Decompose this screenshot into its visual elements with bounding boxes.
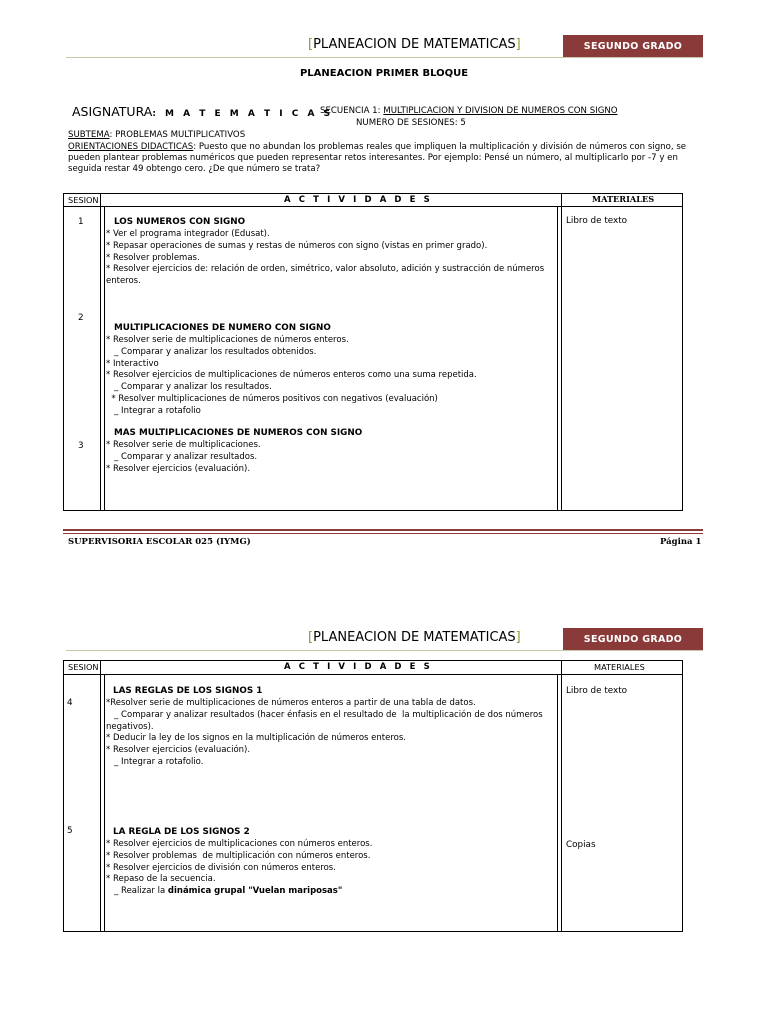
numero-sesiones: NUMERO DE SESIONES: 5: [356, 118, 466, 128]
table-header-divider: [63, 206, 683, 207]
asignatura: ASIGNATURA: M A T E M A T I C A S: [72, 104, 334, 119]
footer-rule: [63, 533, 703, 534]
header-divider: [66, 57, 703, 58]
activity-title: LAS REGLAS DE LOS SIGNOS 1: [113, 686, 263, 696]
sesion-number: 3: [78, 441, 84, 451]
secuencia: SECUENCIA 1: MULTIPLICACION Y DIVISION DE NUMEROS CON SIGNO: [320, 106, 618, 116]
activity-lines: * Ver el programa integrador (Edusat). * Repasar operaciones de sumas y restas de números con signo (vistas en primer grado). * Resolver problemas. * Resolver ejercicios de: relación de orden, simétrico, valor absoluto, adición y sustracción de números enteros.: [106, 229, 545, 287]
orientaciones: ORIENTACIONES DIDACTICAS: Puesto que no abundan los problemas reales que impliquen la multiplicación y división de números con signo, se pueden plantear problemas numéricos que pueden representar retos interesantes. Por ejemplo: Pensé un número, al multiplicarlo por -7 y en seguida restar 49 obtengo cero. ¿De que número se trata?: [68, 142, 687, 175]
activity-lines: *Resolver serie de multiplicaciones de números enteros a partir de una tabla de datos. _ Comparar y analizar resultados (hacer énfasis en el resultado de la multiplicación de dos números negativos). * Deducir la ley de los signos en la multiplicación de números enteros. * Resolver ejercicios (evaluación). _ Integrar a rotafolio.: [106, 698, 543, 767]
activity-lines: * Resolver serie de multiplicaciones de números enteros. _ Comparar y analizar los resultados obtenidos. * Interactivo * Resolver ejercicios de multiplicaciones de números enteros como una suma repetida. _ Comparar y analizar los resultados. * Resolver multiplicaciones de números positivos con negativos (evaluación) _ Integrar a rotafolio: [106, 335, 477, 416]
col-inner-line: [104, 206, 105, 511]
activity-title: LOS NUMEROS CON SIGNO: [114, 217, 246, 227]
material: Libro de texto: [566, 686, 628, 696]
table-header-divider: [63, 674, 683, 675]
activity-lines: * Resolver serie de multiplicaciones. _ Comparar y analizar resultados. * Resolver ejercicios (evaluación).: [106, 440, 261, 474]
col-actividades: A C T I V I D A D E S: [284, 662, 433, 672]
page1-grade-badge: SEGUNDO GRADO: [563, 35, 703, 57]
subtema: SUBTEMA: PROBLEMAS MULTIPLICATIVOS: [68, 130, 246, 140]
page1-header-title: [PLANEACION DE MATEMATICAS]: [308, 37, 521, 52]
col-inner-line: [557, 206, 558, 511]
sesion-number: 1: [78, 217, 84, 227]
activity-title: MULTIPLICACIONES DE NUMERO CON SIGNO: [114, 323, 331, 333]
col-materiales: MATERIALES: [592, 194, 655, 204]
col-divider: [561, 660, 562, 932]
col-divider: [561, 193, 562, 511]
plan-title: PLANEACION PRIMER BLOQUE: [299, 68, 469, 79]
col-divider: [100, 193, 101, 511]
col-inner-line: [104, 674, 105, 932]
col-inner-line: [557, 674, 558, 932]
col-sesion: SESION: [68, 195, 99, 205]
sesion-number: 2: [78, 313, 84, 323]
footer-rule: [63, 529, 703, 531]
footer-left: SUPERVISORIA ESCOLAR 025 (IYMG): [68, 537, 251, 547]
activity-last-line: _ Realizar la dinámica grupal "Vuelan mariposas": [106, 886, 343, 896]
activity-title: MAS MULTIPLICACIONES DE NUMEROS CON SIGNO: [114, 428, 363, 438]
activity-lines: * Resolver ejercicios de multiplicaciones con números enteros. * Resolver problemas de multiplicación con números enteros. * Resolver ejercicios de división con números enteros. * Repaso de la secuencia.: [106, 839, 373, 885]
sesion-number: 4: [67, 698, 73, 708]
page2-header-title: [PLANEACION DE MATEMATICAS]: [308, 630, 521, 645]
header-divider: [66, 650, 703, 651]
col-sesion: SESION: [68, 662, 99, 672]
material: Libro de texto: [566, 216, 628, 226]
activity-title: LA REGLA DE LOS SIGNOS 2: [113, 827, 250, 837]
col-materiales: MATERIALES: [594, 662, 645, 672]
col-divider: [100, 660, 101, 932]
page2-grade-badge: SEGUNDO GRADO: [563, 628, 703, 650]
page-number: Página 1: [660, 537, 702, 547]
material: Copias: [566, 840, 596, 850]
col-actividades: A C T I V I D A D E S: [284, 195, 433, 205]
sesion-number: 5: [67, 826, 73, 836]
